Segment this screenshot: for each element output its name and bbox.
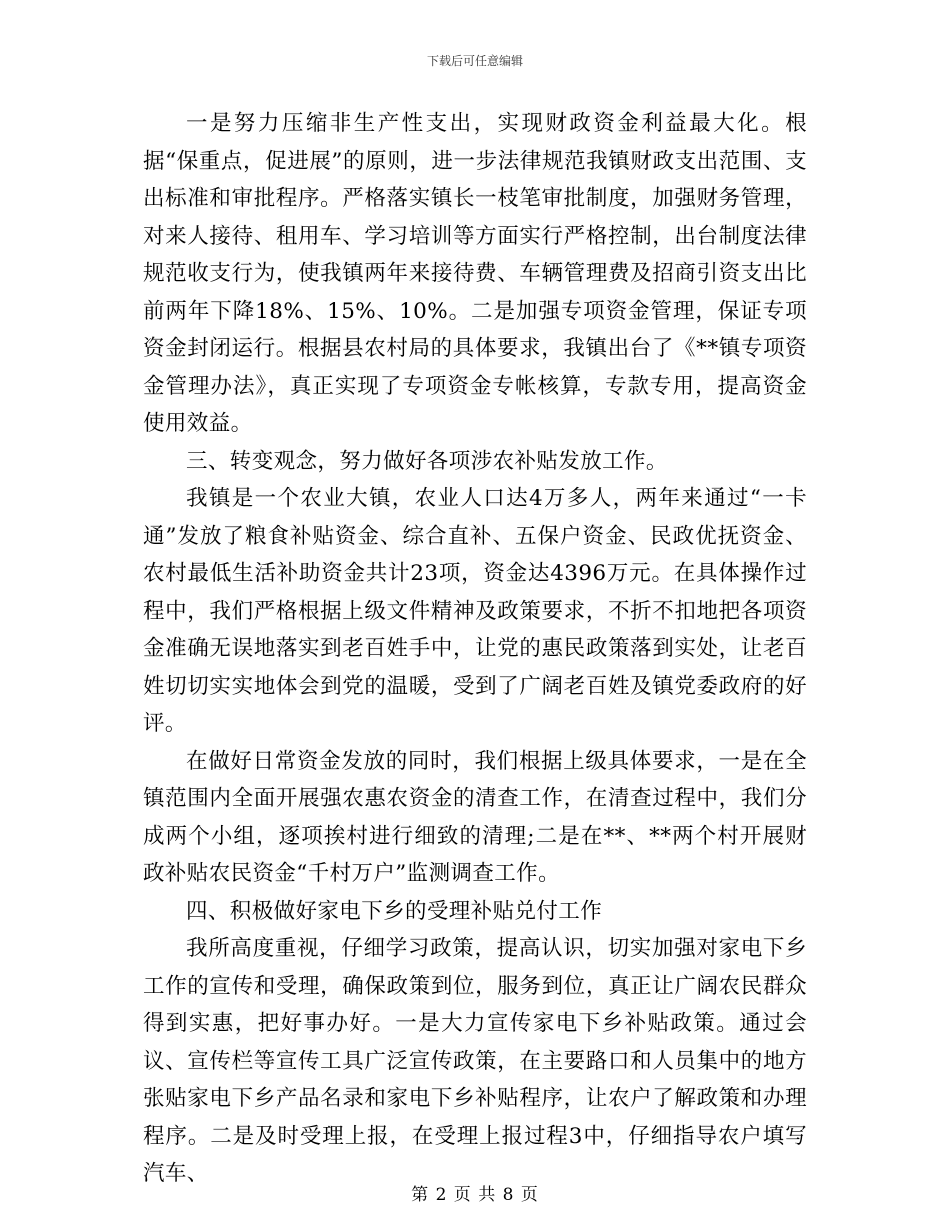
paragraph: 在做好日常资金发放的同时，我们根据上级具体要求，一是在全镇范围内全面开展强农惠农资金的清查工作，在清查过程中，我们分成两个小组，逐项挨村进行细致的清理;二是在**、**两个村开展财政补贴农民资金“千村万户”监测调查工作。: [143, 748, 807, 886]
paragraph: 我镇是一个农业大镇，农业人口达4万多人，两年来通过“一卡通”发放了粮食补贴资金、综合直补、五保户资金、民政优抚资金、农村最低生活补助资金共计23项，资金达4396万元。在具体操作过程中，我们严格根据上级文件精神及政策要求，不折不扣地把各项资金准确无误地落实到老百姓手中，让党的惠民政策落到实处，让老百姓切切实实地体会到党的温暖，受到了广阔老百姓及镇党委政府的好评。: [143, 486, 807, 736]
paragraph: 一是努力压缩非生产性支出，实现财政资金利益最大化。根据“保重点，促进展”的原则，进一步法律规范我镇财政支出范围、支出标准和审批程序。严格落实镇长一枝笔审批制度，加强财务管理，对来人接待、租用车、学习培训等方面实行严格控制，出台制度法律规范收支行为，使我镇两年来接待费、车辆管理费及招商引资支出比前两年下降18%、15%、10%。二是加强专项资金管理，保证专项资金封闭运行。根据县农村局的具体要求，我镇出台了《**镇专项资金管理办法》，真正实现了专项资金专帐核算，专款专用，提高资金使用效益。: [143, 111, 807, 436]
page-number-footer: 第 2 页 共 8 页: [411, 1185, 539, 1205]
section-heading: 四、积极做好家电下乡的受理补贴兑付工作: [186, 898, 603, 924]
page-header: 下载后可任意编辑: [426, 54, 523, 68]
paragraph: 我所高度重视，仔细学习政策，提高认识，切实加强对家电下乡工作的宣传和受理，确保政策到位，服务到位，真正让广阔农民群众得到实惠，把好事办好。一是大力宣传家电下乡补贴政策。通过会议、宣传栏等宣传工具广泛宣传政策，在主要路口和人员集中的地方张贴家电下乡产品名录和家电下乡补贴程序，让农户了解政策和办理程序。二是及时受理上报，在受理上报过程3中，仔细指导农户填写汽车、: [143, 936, 807, 1186]
document-body: [143, 105, 807, 1193]
section-heading: 三、转变观念，努力做好各项涉农补贴发放工作。: [186, 448, 668, 474]
